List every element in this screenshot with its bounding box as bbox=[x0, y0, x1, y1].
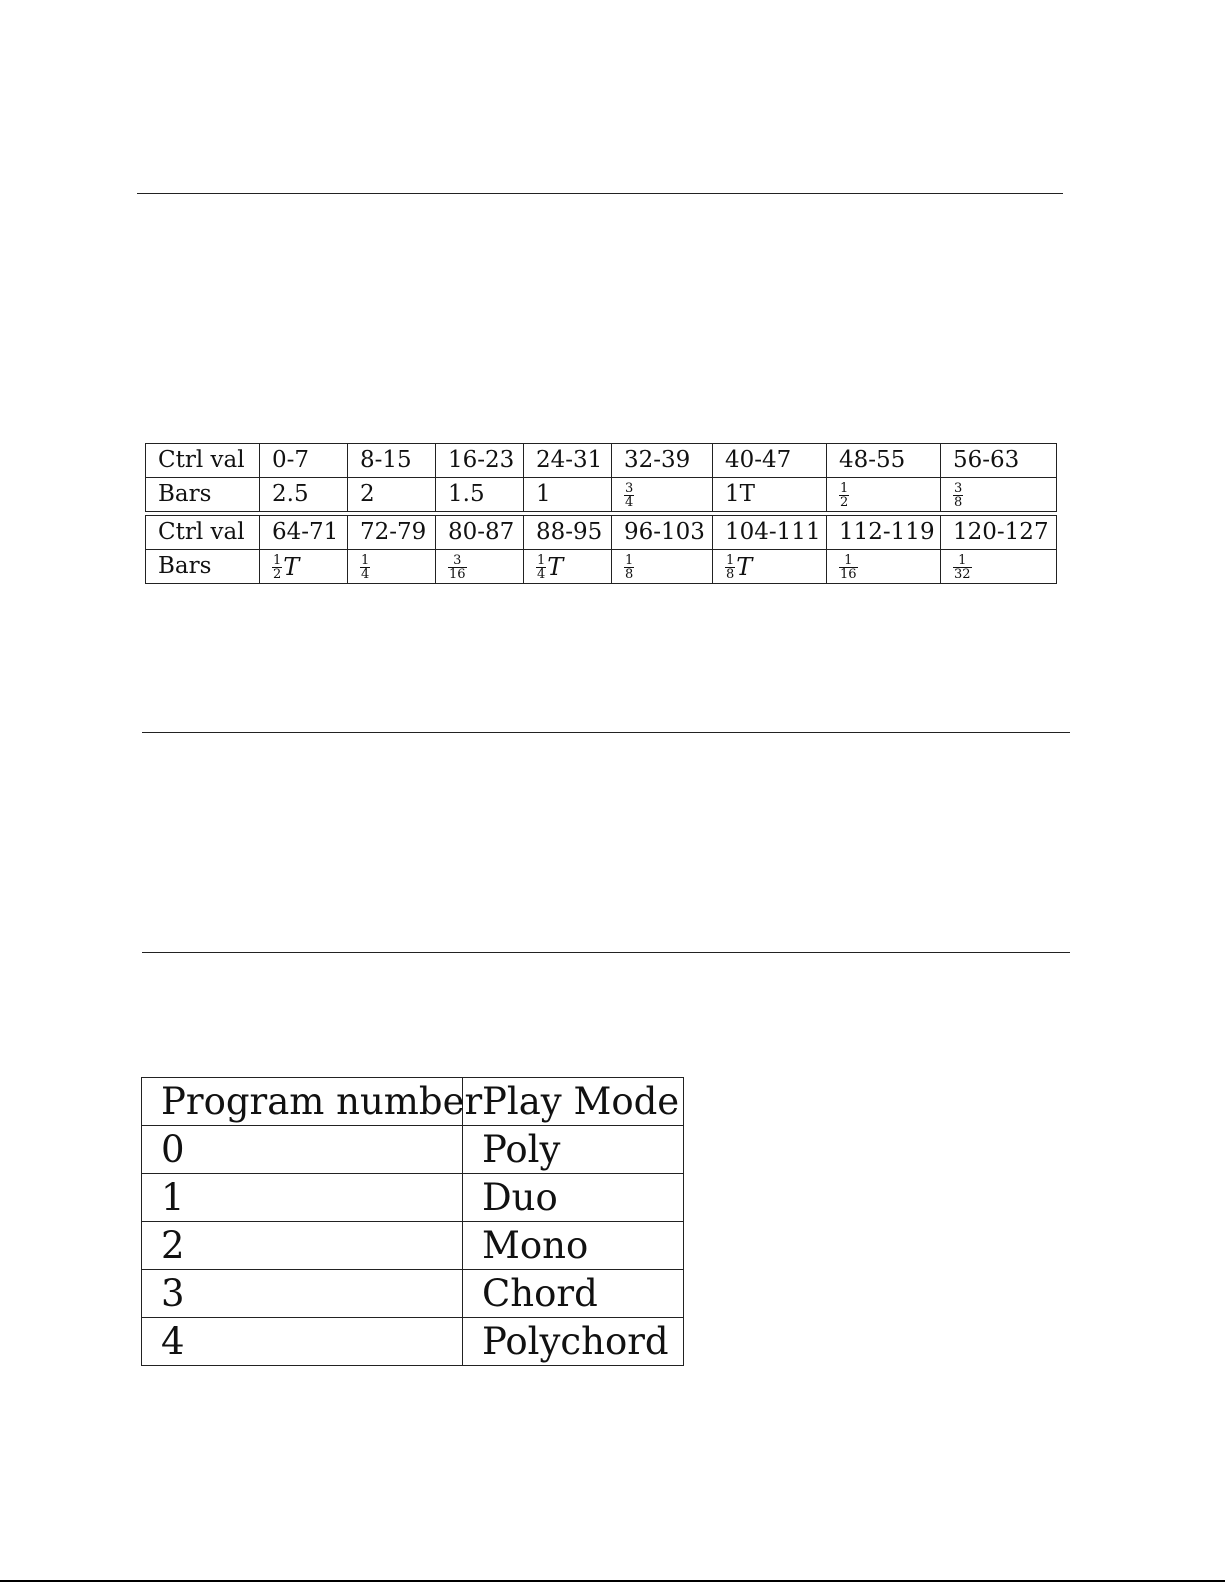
program-number-cell: 1 bbox=[142, 1174, 463, 1222]
table-row bbox=[142, 1270, 684, 1318]
fraction-numerator: 1 bbox=[537, 553, 546, 568]
table-row bbox=[142, 1222, 684, 1270]
horizontal-rule-middle bbox=[142, 732, 1070, 733]
bars-row bbox=[146, 478, 1057, 512]
ctrl-range-cell: 48-55 bbox=[827, 444, 941, 478]
ctrl-range-cell: 32-39 bbox=[612, 444, 713, 478]
fraction bbox=[953, 554, 972, 581]
program-number-cell: 2 bbox=[142, 1222, 463, 1270]
bars-row-label: Bars bbox=[146, 550, 260, 584]
fraction-denominator: 8 bbox=[954, 495, 963, 510]
table-row bbox=[142, 1126, 684, 1174]
bars-fraction-cell bbox=[348, 550, 436, 584]
fraction-numerator: 1 bbox=[726, 553, 735, 568]
fraction bbox=[839, 554, 858, 581]
fraction-denominator: 8 bbox=[625, 567, 634, 582]
ctrl-header-row bbox=[146, 516, 1057, 550]
fraction-numerator: 1 bbox=[839, 554, 858, 568]
ctrl-range-cell: 24-31 bbox=[524, 444, 612, 478]
fraction-denominator: 2 bbox=[840, 495, 849, 510]
fraction-denominator: 4 bbox=[625, 495, 634, 510]
program-number-cell: 0 bbox=[142, 1126, 463, 1174]
fraction bbox=[953, 482, 963, 509]
play-mode-table bbox=[141, 1077, 684, 1366]
triplet-suffix: T bbox=[736, 552, 753, 581]
bars-fraction-cell bbox=[941, 550, 1057, 584]
bars-row bbox=[146, 550, 1057, 584]
fraction-numerator: 3 bbox=[448, 554, 467, 568]
fraction-denominator: 32 bbox=[954, 567, 971, 582]
fraction-numerator: 1 bbox=[273, 553, 282, 568]
fraction-denominator: 4 bbox=[537, 567, 546, 582]
ctrl-header-label: Ctrl val bbox=[146, 516, 260, 550]
ctrl-range-cell: 56-63 bbox=[941, 444, 1057, 478]
fraction bbox=[360, 554, 370, 581]
bars-value-cell: 2 bbox=[348, 478, 436, 512]
ctrl-range-cell: 64-71 bbox=[260, 516, 348, 550]
triplet-suffix: T bbox=[283, 552, 300, 581]
bars-value-cell: 1.5 bbox=[436, 478, 524, 512]
fraction bbox=[624, 554, 634, 581]
fraction bbox=[624, 482, 634, 509]
bars-fraction-cell bbox=[713, 550, 827, 584]
program-number-cell: 4 bbox=[142, 1318, 463, 1366]
ctrl-range-cell: 80-87 bbox=[436, 516, 524, 550]
play-mode-header-row bbox=[142, 1078, 684, 1126]
bars-fraction-cell bbox=[612, 478, 713, 512]
ctrl-header-label: Ctrl val bbox=[146, 444, 260, 478]
play-mode-cell: Polychord bbox=[463, 1318, 684, 1366]
ctrl-range-cell: 112-119 bbox=[827, 516, 941, 550]
fraction-numerator: 1 bbox=[625, 553, 634, 568]
play-mode-cell: Duo bbox=[463, 1174, 684, 1222]
fraction bbox=[536, 554, 546, 581]
fraction bbox=[725, 554, 735, 581]
ctrl-range-cell: 96-103 bbox=[612, 516, 713, 550]
fraction-numerator: 1 bbox=[953, 554, 972, 568]
fraction-numerator: 3 bbox=[625, 481, 634, 496]
bars-fraction-cell bbox=[436, 550, 524, 584]
fraction-denominator: 8 bbox=[726, 567, 735, 582]
program-number-cell: 3 bbox=[142, 1270, 463, 1318]
play-mode-header: Play Mode bbox=[463, 1078, 684, 1126]
ctrl-range-cell: 40-47 bbox=[713, 444, 827, 478]
bars-row-label: Bars bbox=[146, 478, 260, 512]
table-row bbox=[142, 1174, 684, 1222]
fraction bbox=[448, 554, 467, 581]
ctrl-value-bars-table-2 bbox=[145, 515, 1057, 584]
page-bottom-border bbox=[0, 1580, 1225, 1582]
fraction-denominator: 2 bbox=[273, 567, 282, 582]
bars-fraction-cell bbox=[827, 478, 941, 512]
program-number-header: Program number bbox=[142, 1078, 463, 1126]
horizontal-rule-lower bbox=[142, 952, 1070, 953]
ctrl-range-cell: 104-111 bbox=[713, 516, 827, 550]
play-mode-cell: Mono bbox=[463, 1222, 684, 1270]
fraction-denominator: 4 bbox=[361, 567, 370, 582]
ctrl-range-cell: 0-7 bbox=[260, 444, 348, 478]
fraction bbox=[272, 554, 282, 581]
ctrl-header-row bbox=[146, 444, 1057, 478]
fraction-numerator: 3 bbox=[954, 481, 963, 496]
bars-value-cell: 1T bbox=[713, 478, 827, 512]
triplet-suffix: T bbox=[547, 552, 564, 581]
ctrl-range-cell: 16-23 bbox=[436, 444, 524, 478]
ctrl-range-cell: 88-95 bbox=[524, 516, 612, 550]
ctrl-range-cell: 120-127 bbox=[941, 516, 1057, 550]
fraction-denominator: 16 bbox=[840, 567, 857, 582]
fraction-denominator: 16 bbox=[449, 567, 466, 582]
bars-fraction-cell bbox=[260, 550, 348, 584]
bars-value-cell: 1 bbox=[524, 478, 612, 512]
fraction-numerator: 1 bbox=[840, 481, 849, 496]
play-mode-cell: Poly bbox=[463, 1126, 684, 1174]
ctrl-value-bars-table-1 bbox=[145, 443, 1057, 512]
ctrl-range-cell: 72-79 bbox=[348, 516, 436, 550]
ctrl-range-cell: 8-15 bbox=[348, 444, 436, 478]
horizontal-rule-top bbox=[137, 193, 1063, 194]
bars-fraction-cell bbox=[612, 550, 713, 584]
play-mode-cell: Chord bbox=[463, 1270, 684, 1318]
fraction bbox=[839, 482, 849, 509]
bars-value-cell: 2.5 bbox=[260, 478, 348, 512]
table-row bbox=[142, 1318, 684, 1366]
bars-fraction-cell bbox=[827, 550, 941, 584]
bars-fraction-cell bbox=[524, 550, 612, 584]
bars-fraction-cell bbox=[941, 478, 1057, 512]
fraction-numerator: 1 bbox=[361, 553, 370, 568]
